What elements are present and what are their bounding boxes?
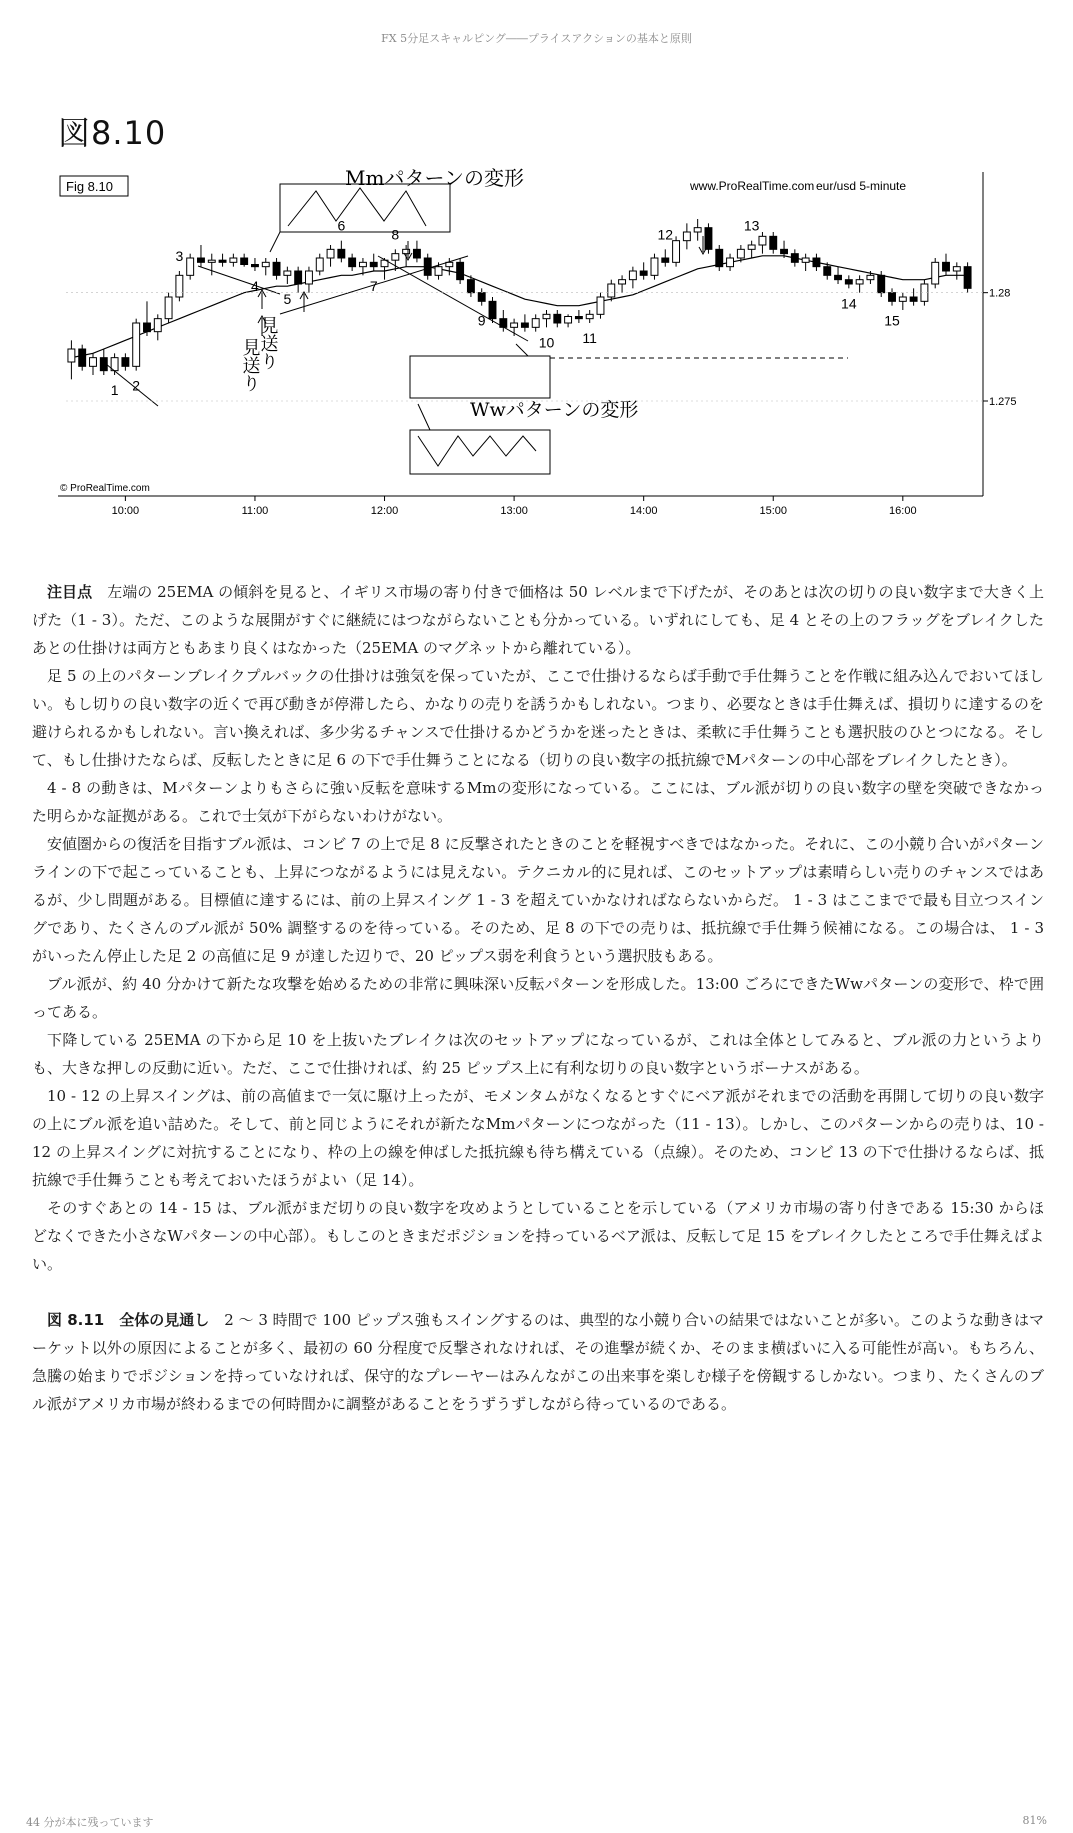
paragraph-2 — [32, 662, 1044, 774]
candle — [932, 258, 939, 288]
x-tick-label: 13:00 — [500, 505, 528, 517]
bar-label: 5 — [283, 291, 292, 307]
figure-title: 図8.10 — [58, 114, 167, 152]
x-tick-label: 15:00 — [759, 505, 788, 517]
paragraph-3 — [32, 774, 1044, 830]
bar-label: 8 — [391, 226, 400, 243]
paragraph-7 — [32, 1082, 1044, 1194]
figure-caption — [32, 1306, 1044, 1418]
bar-label: 6 — [337, 217, 346, 234]
paragraph-1-heading: 注目点 — [47, 583, 93, 601]
candle — [878, 271, 885, 297]
paragraph-1 — [32, 578, 1044, 662]
paragraph-8 — [32, 1194, 1044, 1278]
bar-label: 12 — [657, 226, 674, 243]
paragraph-1-text: 左端の 25EMA の傾斜を見ると、イギリス市場の寄り付きで価格は 50 レベルまで下げたが、そのあとは次の切りの良い数字まで大きく上げた（1 - 3）。ただ、このような展開がすぐに継続にはつながらないことも分かっている。いずれにしても、足 4 とその上のフラッグをブレイクしたあとの仕掛けは両方ともあまり良くはなかった（25EMA のマグネットから離れている）。 — [32, 583, 1044, 657]
x-tick-label: 16:00 — [889, 505, 917, 517]
skip-label-2: 見送り — [239, 338, 261, 392]
candle — [964, 262, 971, 292]
candle — [673, 236, 680, 266]
y-tick-label: 1.275 — [989, 396, 1017, 408]
paragraph-4 — [32, 830, 1044, 970]
paragraph-4-text: 安値圏からの復活を目指すブル派は、コンビ 7 の上で足 8 に反撃されたときのことを軽視すべきではなかった。それに、この小競り合いがパターンラインの下で起こっていることも、上昇につながるようには見えない。テクニカル的に見れば、このセットアップは素晴らしい売りのチャンスではあるが、少し問題がある。目標値に達するには、前の上昇スイング 1 - 3 を超えていかなければならないからだ。 1 - 3 はここまでで最も目立つスイングであり、たくさんのブル派が 50% 調整するのを待っている。そのため、足 8 の下での売りは、抵抗線で手仕舞う候補になる。この場合は、 1 - 3 がいったん停止した足 2 の高値に足 9 が達した辺りで、20 ピップス弱を利食うという選択肢もある。 — [32, 835, 1044, 965]
mm-pattern-label: Mmパターンの変形 — [345, 166, 525, 190]
candle — [79, 345, 86, 371]
paragraph-3-text: 4 - 8 の動きは、Mパターンよりもさらに強い反転を意味するMmの変形になっている。ここには、ブル派が切りの良い数字の壁を突破できなかった明らかな証拠がある。これで士気が下がらないわけがない。 — [32, 779, 1044, 825]
candle — [165, 293, 172, 323]
ww-pattern-label: Wwパターンの変形 — [470, 399, 639, 421]
y-tick-label: 1.28 — [989, 287, 1011, 300]
candle — [424, 254, 431, 280]
x-tick-label: 12:00 — [370, 505, 399, 517]
bar-label: 1 — [110, 382, 119, 398]
bar-label: 7 — [369, 278, 378, 294]
x-tick-label: 14:00 — [629, 505, 658, 517]
bar-label: 14 — [841, 295, 857, 312]
bar-label: 9 — [477, 312, 486, 329]
bar-label: 15 — [884, 312, 900, 329]
candlestick-chart — [58, 166, 1017, 531]
candle — [651, 254, 658, 280]
paragraph-8-text: そのすぐあとの 14 - 15 は、ブル派がまだ切りの良い数字を攻めようとしていることを示している（アメリカ市場の寄り付きである 15:30 からほどなくできた小さなWパターンの中心部）。もしこのときまだポジションを持っているベア派は、反転して足 15 をブレイクしたところで手仕舞えばよい。 — [32, 1199, 1044, 1273]
candle — [133, 319, 140, 371]
paragraph-2-text: 足 5 の上のパターンブレイクプルバックの仕掛けは強気を保っていたが、ここで仕掛けるならば手動で手仕舞うことを作戦に組み込んでおいてほしい。もし切りの良い数字の近くで再び動きが停滞したら、かなりの売りを誘うかもしれない。つまり、必要なときは手仕舞えば、損切りに達するのを避けられるかもしれない。言い換えれば、多少劣るチャンスで仕掛けるかどうかを迷ったときは、柔軟に手仕舞うことも選択肢のひとつになる。そして、もし仕掛けたならば、反転したときに足 6 の下で手仕舞うことになる（切りの良い数字の抵抗線でMパターンの中心部をブレイクしたとき）。 — [32, 667, 1044, 769]
candle — [187, 254, 194, 280]
bar-label: 2 — [132, 377, 141, 394]
chart-copyright: © ProRealTime.com — [60, 483, 150, 494]
chart-symbol: eur/usd 5-minute — [816, 179, 907, 193]
candle — [176, 271, 183, 301]
skip-label-1: 見送り — [257, 316, 279, 370]
bar-label: 13 — [743, 217, 760, 234]
paragraph-5 — [32, 970, 1044, 1026]
remaining-time: 44 分が本に残っています — [26, 1816, 154, 1829]
candle — [457, 258, 464, 284]
article-body — [32, 578, 1044, 1418]
x-tick-label: 10:00 — [111, 505, 140, 517]
bar-label: 10 — [538, 334, 555, 351]
running-header: FX 5分足スキャルピング――プライスアクションの基本と原則 — [381, 32, 692, 45]
caption-heading: 図 8.11 全体の見通し — [47, 1311, 210, 1329]
bar-label: 4 — [251, 278, 259, 294]
chart-label: Fig 8.10 — [66, 179, 113, 194]
candle — [716, 245, 723, 271]
paragraph-6-text: 下降している 25EMA の下から足 10 を上抜いたブレイクは次のセットアップになっているが、これは全体としてみると、ブル派の力というよりも、大きな押しの反動に近い。ただ、ここで仕掛ければ、約 25 ピップス上に有利な切りの良い数字というボーナスがある。 — [32, 1031, 1044, 1077]
progress-percent: 81% — [1022, 1814, 1047, 1827]
paragraph-5-text: ブル派が、約 40 分かけて新たな攻撃を始めるための非常に興味深い反転パターンを形成した。13:00 ごろにできたWwパターンの変形で、枠で囲ってある。 — [32, 975, 1044, 1021]
bar-label: 11 — [582, 330, 597, 346]
bar-label: 3 — [175, 248, 184, 264]
caption-text: 2 ～ 3 時間で 100 ピップス強もスイングするのは、典型的な小競り合いの結果ではないことが多い。このような動きはマーケット以外の原因によることが多く、最初の 60 分程度で反撃されなければ、その進撃が続くか、そのまま横ばいに入る可能性が高い。もちろん、急騰の始まりでポジションを持っていなければ、保守的なプレーヤーはみんながこの出来事を楽しむ様子を傍観するしかない。つまり、たくさんのブル派がアメリカ市場が終わるまでの何時間かに調整があることをうずうずしながら待っているのである。 — [32, 1311, 1045, 1413]
x-tick-label: 11:00 — [241, 505, 269, 517]
paragraph-7-text: 10 - 12 の上昇スイングは、前の高値まで一気に駆け上ったが、モメンタムがなくなるとすぐにベア派がそれまでの活動を再開して切りの良い数字の上にブル派を追い詰めた。そして、前と同じようにそれが新たなMmパターンにつながった（11 - 13）。しかし、このパターンからの売りは、10 - 12 の上昇スイングに対抗することになり、枠の上の線を伸ばした抵抗線も待ち構えている（点線）。そのため、コンビ 13 の下で仕掛けるならば、抵抗線で手仕舞うことも考えておいたほうがよい（足 14）。 — [32, 1087, 1044, 1189]
candle — [597, 293, 604, 319]
chart-source: www.ProRealTime.com — [690, 179, 815, 193]
paragraph-6 — [32, 1026, 1044, 1082]
